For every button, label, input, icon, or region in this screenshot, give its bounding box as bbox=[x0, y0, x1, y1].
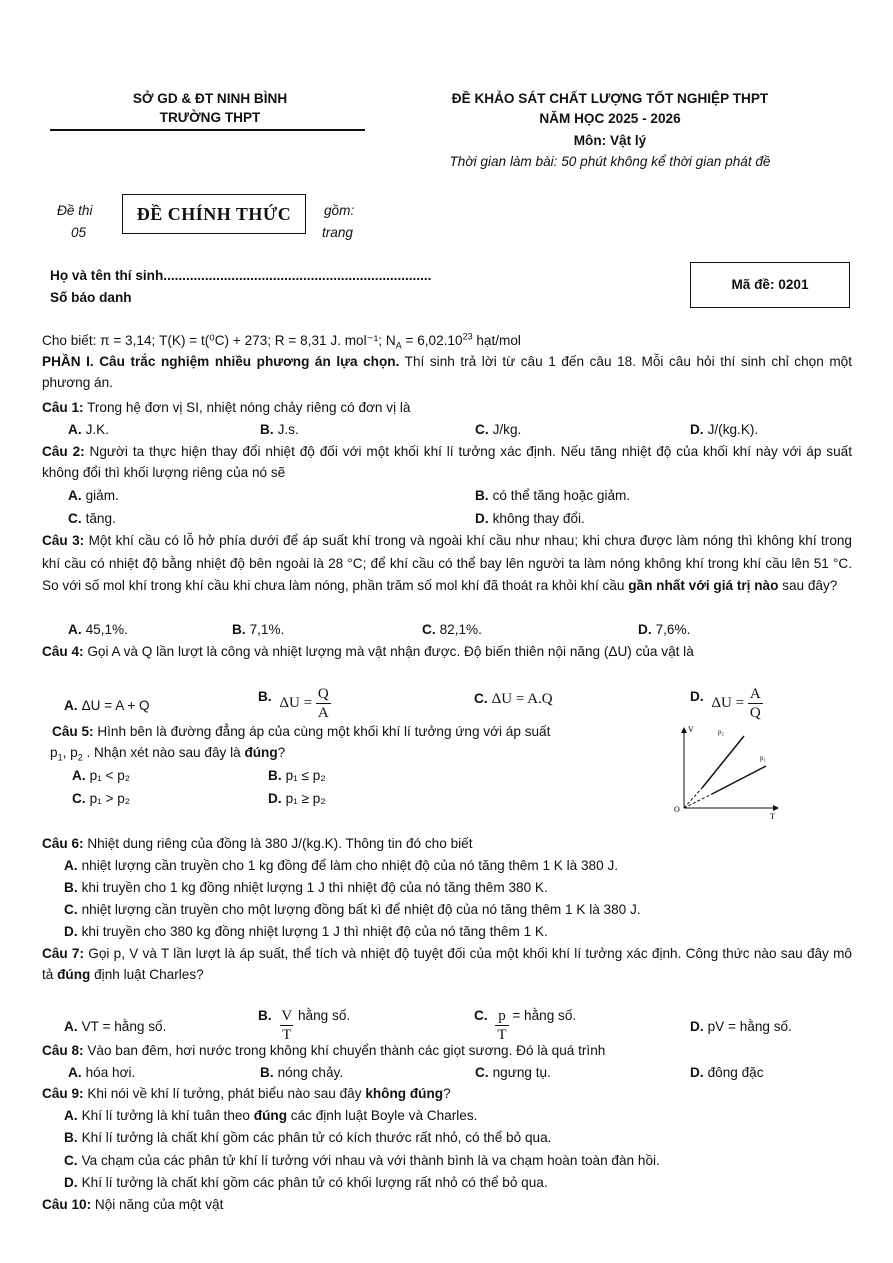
de-thi-number: 05 bbox=[71, 225, 87, 240]
question-6: Câu 6: Nhiệt dung riêng của đồng là 380 J/(kg.K). Thông tin đó cho biết bbox=[42, 836, 473, 851]
q4-option-b[interactable]: B. ΔU = $\frac{Q}{A}$ bbox=[258, 686, 329, 721]
q3-option-b[interactable]: B. 7,1%. bbox=[232, 622, 285, 637]
q7-c-numerator: p bbox=[498, 1008, 506, 1024]
question-5: Câu 5: Hình bên là đường đẳng áp của cùng một khối khí lí tưởng ứng với áp suất bbox=[52, 724, 551, 739]
exam-time: Thời gian làm bài: 50 phút không kể thời gian phát đề bbox=[449, 154, 771, 169]
q3-option-d[interactable]: D. 7,6%. bbox=[638, 622, 691, 637]
p1-line bbox=[712, 766, 766, 794]
q7-b-numerator: V bbox=[281, 1008, 293, 1024]
q9-option-a[interactable]: A. Khí lí tưởng là khí tuân theo đúng các định luật Boyle và Charles. bbox=[64, 1108, 478, 1123]
q5-option-c[interactable]: C. p₁ > p₂ bbox=[72, 791, 131, 806]
q9-option-d[interactable]: D. Khí lí tưởng là chất khí gồm các phân tử có khối lượng rất nhỏ có thể bỏ qua. bbox=[64, 1175, 548, 1190]
q8-option-c[interactable]: C. ngưng tụ. bbox=[475, 1065, 551, 1080]
q6-option-c[interactable]: C. nhiệt lượng cần truyền cho một lượng đồng bất kì để nhiệt độ của nó tăng thêm 1 K là 380 J. bbox=[64, 902, 641, 917]
p1-line-dashed bbox=[684, 794, 712, 808]
q7-option-b[interactable]: B. $\frac{V}{T}$ hằng số. bbox=[258, 1008, 351, 1043]
q9-option-b[interactable]: B. Khí lí tưởng là chất khí gồm các phân tử có kích thước rất nhỏ, có thể bỏ qua. bbox=[64, 1130, 552, 1145]
q7-c-denominator: T bbox=[497, 1027, 507, 1043]
q7-option-a[interactable]: A. VT = hằng số. bbox=[64, 1019, 167, 1034]
t-axis-label: T bbox=[770, 812, 775, 821]
q5-option-a[interactable]: A. p₁ < p₂ bbox=[72, 768, 131, 783]
question-1: Câu 1: Trong hệ đơn vị SI, nhiệt nóng chảy riêng có đơn vị là bbox=[42, 400, 411, 415]
q2-option-c[interactable]: C. tăng. bbox=[68, 511, 116, 526]
q4-option-c[interactable]: C. ΔU = A.Q bbox=[474, 691, 553, 707]
q4-b-numerator: Q bbox=[317, 686, 329, 702]
q7-b-denominator: T bbox=[282, 1027, 292, 1043]
p1-label: p₁ bbox=[760, 754, 766, 762]
q6-option-b[interactable]: B. khi truyền cho 1 kg đồng nhiệt lượng 1 J thì nhiệt độ của nó tăng thêm 380 K. bbox=[64, 880, 548, 895]
q8-option-a[interactable]: A. hóa hơi. bbox=[68, 1065, 136, 1080]
question-10: Câu 10: Nội năng của một vật bbox=[42, 1197, 224, 1212]
isobar-graph bbox=[668, 722, 788, 822]
candidate-name-field: Họ và tên thí sinh....................................................................... bbox=[50, 268, 432, 283]
constants-line: Cho biết: π = 3,14; T(K) = t(⁰C) + 273; R = 8,31 J. mol⁻¹; $N_A = 6,02.10^{23}$ hạt/mol bbox=[42, 331, 521, 351]
q4-option-d[interactable]: D. ΔU = $\frac{A}{Q}$ bbox=[690, 686, 761, 721]
department-name: SỞ GD & ĐT NINH BÌNH bbox=[132, 91, 288, 106]
q6-option-d[interactable]: D. khi truyền cho 380 kg đồng nhiệt lượng 1 J thì nhiệt độ của nó tăng thêm 1 K. bbox=[64, 924, 548, 939]
q2-option-b[interactable]: B. có thể tăng hoặc giảm. bbox=[475, 488, 631, 503]
question-5-cont: $p_1$, $p_2$ . Nhận xét nào sau đây là đúng? bbox=[50, 745, 286, 763]
q4-d-denominator: Q bbox=[749, 705, 761, 721]
school-name: TRƯỜNG THPT bbox=[159, 110, 261, 125]
q1-option-a[interactable]: A. J.K. bbox=[68, 422, 110, 437]
q7-option-d[interactable]: D. pV = hằng số. bbox=[690, 1019, 792, 1034]
q8-option-b[interactable]: B. nóng chảy. bbox=[260, 1065, 344, 1080]
q4-option-a[interactable]: A. ΔU = A + Q bbox=[64, 698, 150, 713]
question-2: Câu 2: Người ta thực hiện thay đổi nhiệt độ đối với một khối khí lí tưởng xác định. Nếu tăng nhiệt độ của khối khí này với áp suất không đổi thì khối lượng riêng của nó sẽ bbox=[42, 444, 852, 480]
p2-line-dashed bbox=[684, 788, 702, 808]
q2-option-d[interactable]: D. không thay đổi. bbox=[475, 511, 585, 526]
exam-code-box bbox=[690, 262, 850, 308]
exam-code: Mã đề: 0201 bbox=[731, 277, 809, 292]
q9-option-c[interactable]: C. Va chạm của các phân tử khí lí tưởng với nhau và với thành bình là va chạm hoàn toàn đàn hồi. bbox=[64, 1153, 660, 1168]
q6-option-a[interactable]: A. nhiệt lượng cần truyền cho 1 kg đồng để làm cho nhiệt độ của nó tăng thêm 1 K là 380 J. bbox=[64, 858, 619, 873]
gom-label: gồm: bbox=[324, 203, 355, 218]
q5-option-b[interactable]: B. p₁ ≤ p₂ bbox=[268, 768, 326, 783]
trang-label: trang bbox=[322, 225, 353, 240]
q5-option-d[interactable]: D. p₁ ≥ p₂ bbox=[268, 791, 326, 806]
q7-option-c[interactable]: C. $\frac{p}{T}$ = hằng số. bbox=[474, 1008, 577, 1043]
official-label: ĐỀ CHÍNH THỨC bbox=[136, 204, 292, 224]
question-3: Câu 3: Một khí cầu có lỗ hở phía dưới để áp suất khí trong và ngoài khí cầu như nhau; khi chưa được làm nóng thì không khí trong khí cầu có nhiệt độ bằng nhiệt độ bên ngoài là 28 °C; để khí cầu có thể bay lên người ta làm nóng không khí trong khí cầu lên 51 °C. So với số mol khí trong khí cầu khi chưa làm nóng, phần trăm số mol khí đã thoát ra khỏi khí cầu gần nhất với giá trị nào sau đây? bbox=[42, 533, 852, 593]
q8-option-d[interactable]: D. đông đặc bbox=[690, 1065, 764, 1080]
q1-option-c[interactable]: C. J/kg. bbox=[475, 422, 522, 437]
candidate-id-field: Số báo danh bbox=[50, 290, 132, 305]
subject: Môn: Vật lý bbox=[573, 133, 647, 148]
question-4: Câu 4: Gọi A và Q lần lượt là công và nhiệt lượng mà vật nhận được. Độ biến thiên nội năng (ΔU) của vật là bbox=[42, 644, 694, 659]
q3-option-c[interactable]: C. 82,1%. bbox=[422, 622, 482, 637]
v-axis-label: V bbox=[688, 725, 694, 734]
question-8: Câu 8: Vào ban đêm, hơi nước trong không khí chuyển thành các giọt sương. Đó là quá trình bbox=[42, 1043, 606, 1058]
de-thi-label: Đề thi bbox=[57, 203, 93, 218]
official-stamp bbox=[122, 194, 306, 234]
q3-option-a[interactable]: A. 45,1%. bbox=[68, 622, 128, 637]
q1-option-b[interactable]: B. J.s. bbox=[260, 422, 299, 437]
q1-option-d[interactable]: D. J/(kg.K). bbox=[690, 422, 759, 437]
exam-title: ĐỀ KHẢO SÁT CHẤT LƯỢNG TỐT NGHIỆP THPT bbox=[451, 91, 769, 106]
question-9: Câu 9: Khi nói về khí lí tưởng, phát biểu nào sau đây không đúng? bbox=[42, 1086, 451, 1101]
school-year: NĂM HỌC 2025 - 2026 bbox=[539, 111, 681, 126]
question-7: Câu 7: Gọi p, V và T lần lượt là áp suất, thể tích và nhiệt độ tuyệt đối của một khối khí lí tưởng xác định. Công thức nào sau đây mô tả đúng định luật Charles? bbox=[42, 946, 852, 982]
q4-d-numerator: A bbox=[749, 686, 761, 702]
part1-heading: PHẦN I. Câu trắc nghiệm nhiều phương án lựa chọn. Thí sinh trả lời từ câu 1 đến câu 18. Mỗi câu hỏi thí sinh chỉ chọn một phương án. bbox=[42, 354, 853, 390]
q4-b-denominator: A bbox=[317, 705, 329, 721]
q2-option-a[interactable]: A. giảm. bbox=[68, 488, 119, 503]
header-divider bbox=[50, 129, 365, 131]
p2-label: p₂ bbox=[718, 728, 724, 736]
origin-label: O bbox=[674, 805, 680, 814]
